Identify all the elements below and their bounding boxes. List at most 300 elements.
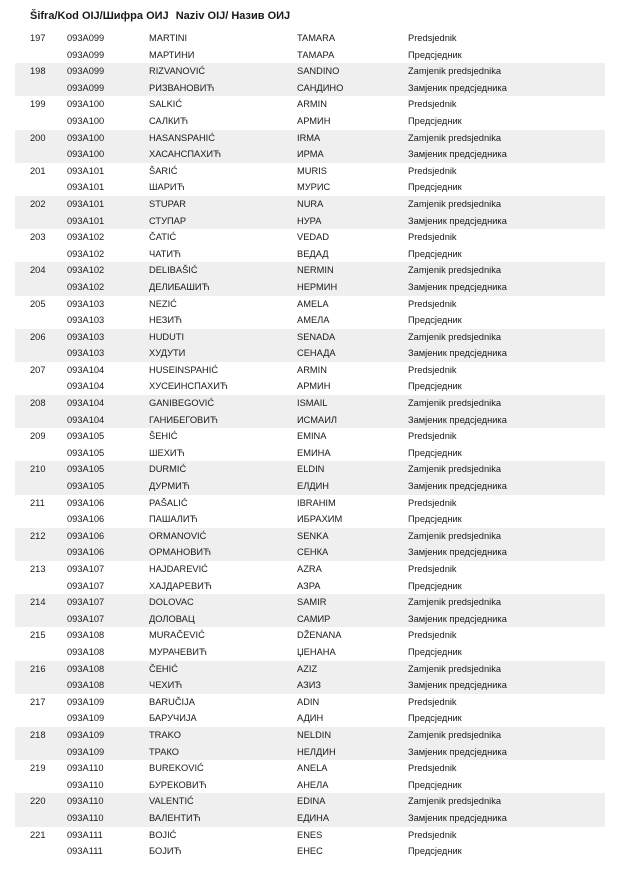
surname-cyrillic: ПАШАЛИЋ — [149, 514, 198, 525]
latin-row — [15, 694, 605, 711]
entry-number: 210 — [30, 464, 46, 475]
member-entry — [15, 262, 605, 295]
entry-number: 199 — [30, 99, 46, 110]
cyrillic-row — [15, 445, 605, 462]
role-cyrillic: Предсједник — [408, 115, 462, 126]
first-name-cyrillic: СЕНАДА — [297, 348, 336, 359]
surname-cyrillic: ЧЕХИЋ — [149, 680, 183, 691]
entry-number: 213 — [30, 564, 46, 574]
role: Predsjednik — [408, 364, 457, 375]
column-header — [30, 10, 294, 22]
first-name-cyrillic: НЕЛДИН — [297, 746, 336, 757]
role: Zamjenik predsjednika — [408, 729, 502, 740]
members-table — [15, 30, 605, 860]
member-entry — [15, 627, 605, 660]
oij-code-cyrillic: 093A103 — [67, 348, 105, 359]
first-name-cyrillic: ЕЛДИН — [297, 481, 329, 492]
latin-row — [15, 461, 605, 478]
role: Zamjenik predsjednika — [408, 66, 502, 77]
entry-number: 198 — [30, 66, 46, 77]
member-entry — [15, 395, 605, 428]
surname-cyrillic: ДОЛОВАЦ — [149, 613, 195, 624]
role-cyrillic: Замјеник предсједника — [408, 348, 507, 359]
member-entry — [15, 727, 605, 760]
oij-code-cyrillic: 093A102 — [67, 281, 105, 292]
role: Predsjednik — [408, 829, 457, 840]
surname: ČEHIĆ — [149, 663, 178, 674]
entry-number: 216 — [30, 663, 46, 674]
oij-code: 093A109 — [67, 729, 105, 740]
latin-row — [15, 262, 605, 279]
cyrillic-row — [15, 710, 605, 727]
entry-number: 200 — [30, 132, 46, 143]
latin-row — [15, 395, 605, 412]
role: Zamjenik predsjednika — [408, 398, 502, 409]
oij-code-cyrillic: 093A108 — [67, 680, 105, 691]
role-cyrillic: Предсједник — [408, 514, 462, 525]
first-name-cyrillic: АМЕЛА — [297, 315, 330, 326]
role-cyrillic: Замјеник предсједника — [408, 547, 507, 558]
entry-number: 217 — [30, 696, 46, 707]
entry-number: 215 — [30, 630, 46, 641]
oij-code: 093A100 — [67, 132, 105, 143]
role-cyrillic: Замјеник предсједника — [408, 481, 507, 492]
code-column-label: Šifra/Kod OIJ/Шифра ОИЈ — [30, 10, 169, 22]
oij-code: 093A106 — [67, 497, 105, 508]
oij-code-cyrillic: 093A099 — [67, 82, 105, 93]
cyrillic-row — [15, 611, 605, 628]
latin-row — [15, 296, 605, 313]
role-cyrillic: Предсједник — [408, 779, 462, 790]
role: Zamjenik predsjednika — [408, 663, 502, 674]
role-cyrillic: Предсједник — [408, 846, 462, 857]
latin-row — [15, 130, 605, 147]
role-cyrillic: Предсједник — [408, 381, 462, 392]
role-cyrillic: Замјеник предсједника — [408, 82, 507, 93]
first-name: NURA — [297, 198, 324, 209]
oij-code-cyrillic: 093A105 — [67, 447, 105, 458]
role: Predsjednik — [408, 630, 457, 641]
cyrillic-row — [15, 511, 605, 528]
entry-number: 220 — [30, 796, 46, 807]
surname: GANIBEGOVIĆ — [149, 398, 215, 409]
cyrillic-row — [15, 146, 605, 163]
role-cyrillic: Замјеник предсједника — [408, 281, 507, 292]
oij-code-cyrillic: 093A104 — [67, 414, 105, 425]
first-name: IRMA — [297, 132, 321, 143]
role: Zamjenik predsjednika — [408, 265, 502, 276]
oij-code: 093A109 — [67, 696, 105, 707]
latin-row — [15, 827, 605, 844]
cyrillic-row — [15, 544, 605, 561]
entry-number: 221 — [30, 829, 46, 840]
oij-code: 093A110 — [67, 796, 104, 807]
oij-code: 093A101 — [67, 198, 105, 209]
first-name-cyrillic: АЗИЗ — [297, 680, 322, 691]
surname: ČATIĆ — [149, 232, 177, 243]
latin-row — [15, 428, 605, 445]
first-name: ARMIN — [297, 364, 327, 375]
oij-code-cyrillic: 093A101 — [67, 182, 105, 193]
oij-code: 093A103 — [67, 331, 105, 342]
first-name-cyrillic: ЕДИНА — [297, 812, 330, 823]
surname: TRAKO — [149, 729, 182, 740]
cyrillic-row — [15, 213, 605, 230]
role-cyrillic: Предсједник — [408, 49, 462, 60]
surname-cyrillic: НЕЗИЋ — [149, 315, 182, 326]
first-name-cyrillic: ЏЕНАНА — [297, 646, 336, 657]
cyrillic-row — [15, 179, 605, 196]
surname-cyrillic: ТРАКО — [149, 746, 180, 757]
cyrillic-row — [15, 279, 605, 296]
role-cyrillic: Замјеник предсједника — [408, 812, 507, 823]
oij-code-cyrillic: 093A106 — [67, 514, 105, 525]
latin-row — [15, 63, 605, 80]
first-name: MURIS — [297, 165, 327, 176]
oij-code: 093A105 — [67, 464, 105, 475]
role: Predsjednik — [408, 696, 457, 707]
oij-code: 093A105 — [67, 431, 105, 442]
surname-cyrillic: МАРТИНИ — [149, 49, 195, 60]
surname: HUSEINSPAHIĆ — [149, 364, 219, 375]
cyrillic-row — [15, 843, 605, 860]
latin-row — [15, 594, 605, 611]
cyrillic-row — [15, 80, 605, 97]
first-name: ADIN — [297, 696, 320, 707]
cyrillic-row — [15, 47, 605, 64]
surname-cyrillic: РИЗВАНОВИЋ — [149, 82, 215, 93]
entry-number: 204 — [30, 265, 46, 276]
surname: STUPAR — [149, 198, 187, 209]
first-name: TAMARA — [297, 33, 336, 43]
surname: PAŠALIĆ — [149, 497, 188, 508]
first-name-cyrillic: АЗРА — [297, 580, 321, 591]
oij-code-cyrillic: 093A109 — [67, 713, 105, 724]
latin-row — [15, 229, 605, 246]
oij-code-cyrillic: 093A105 — [67, 481, 105, 492]
entry-number: 202 — [30, 198, 46, 209]
first-name-cyrillic: ЕМИНА — [297, 447, 331, 458]
surname-cyrillic: БАРУЧИЈА — [149, 713, 197, 724]
oij-code: 093A108 — [67, 630, 105, 641]
surname-cyrillic: ХАЈДАРЕВИЋ — [149, 580, 212, 591]
role-cyrillic: Замјеник предсједника — [408, 746, 507, 757]
role: Zamjenik predsjednika — [408, 198, 502, 209]
role: Zamjenik predsjednika — [408, 530, 502, 541]
member-entry — [15, 827, 605, 860]
entry-number: 219 — [30, 763, 46, 774]
oij-code-cyrillic: 093A109 — [67, 746, 105, 757]
surname: VALENTIĆ — [149, 796, 194, 807]
member-entry — [15, 528, 605, 561]
member-entry — [15, 63, 605, 96]
surname-cyrillic: ДУРМИЋ — [149, 481, 190, 492]
latin-row — [15, 727, 605, 744]
cyrillic-row — [15, 345, 605, 362]
latin-row — [15, 196, 605, 213]
role: Zamjenik predsjednika — [408, 132, 502, 143]
cyrillic-row — [15, 744, 605, 761]
name-column-label: Naziv OIJ/ Назив ОИЈ — [175, 10, 291, 22]
oij-code-cyrillic: 093A107 — [67, 580, 105, 591]
oij-code: 093A110 — [67, 763, 104, 774]
first-name: NELDIN — [297, 729, 332, 740]
first-name-cyrillic: АРМИН — [297, 381, 331, 392]
member-entry — [15, 793, 605, 826]
surname: DURMIĆ — [149, 464, 187, 475]
member-entry — [15, 130, 605, 163]
entry-number: 209 — [30, 431, 46, 442]
surname: MURAČEVIĆ — [149, 630, 205, 641]
cyrillic-row — [15, 677, 605, 694]
cyrillic-row — [15, 578, 605, 595]
first-name: EDINA — [297, 796, 326, 807]
latin-row — [15, 561, 605, 578]
latin-row — [15, 760, 605, 777]
role: Zamjenik predsjednika — [408, 464, 502, 475]
entry-number: 206 — [30, 331, 46, 342]
cyrillic-row — [15, 113, 605, 130]
latin-row — [15, 661, 605, 678]
oij-code: 093A099 — [67, 33, 105, 43]
member-entry — [15, 96, 605, 129]
first-name-cyrillic: АНЕЛА — [297, 779, 329, 790]
surname-cyrillic: ЧАТИЋ — [149, 248, 181, 259]
cyrillic-row — [15, 777, 605, 794]
surname-cyrillic: САЛКИЋ — [149, 115, 189, 126]
entry-number: 212 — [30, 530, 46, 541]
surname-cyrillic: ШАРИЋ — [149, 182, 185, 193]
role-cyrillic: Предсједник — [408, 182, 462, 193]
surname-cyrillic: ДЕЛИБАШИЋ — [149, 281, 210, 292]
surname: ORMANOVIĆ — [149, 530, 207, 541]
surname: HUDUTI — [149, 331, 185, 342]
role-cyrillic: Замјеник предсједника — [408, 149, 507, 160]
first-name: AMELA — [297, 298, 329, 309]
latin-row — [15, 495, 605, 512]
surname: SALKIĆ — [149, 99, 183, 110]
oij-code-cyrillic: 093A100 — [67, 149, 105, 160]
first-name-cyrillic: ВЕДАД — [297, 248, 329, 259]
cyrillic-row — [15, 412, 605, 429]
cyrillic-row — [15, 378, 605, 395]
role: Predsjednik — [408, 763, 457, 774]
first-name-cyrillic: АРМИН — [297, 115, 331, 126]
role: Predsjednik — [408, 232, 457, 243]
first-name: SANDINO — [297, 66, 340, 77]
surname: HASANSPAHIĆ — [149, 132, 215, 143]
role: Zamjenik predsjednika — [408, 597, 502, 608]
oij-code-cyrillic: 093A110 — [67, 779, 104, 790]
surname-cyrillic: ХУДУТИ — [149, 348, 186, 359]
entry-number: 205 — [30, 298, 46, 309]
surname-cyrillic: БОЈИЋ — [149, 846, 182, 857]
role-cyrillic: Предсједник — [408, 447, 462, 458]
oij-code: 093A107 — [67, 597, 105, 608]
entry-number: 207 — [30, 364, 46, 375]
oij-code-cyrillic: 093A108 — [67, 646, 105, 657]
first-name: AZIZ — [297, 663, 318, 674]
surname-cyrillic: СТУПАР — [149, 215, 187, 226]
oij-code-cyrillic: 093A102 — [67, 248, 105, 259]
first-name: ELDIN — [297, 464, 325, 475]
role-cyrillic: Предсједник — [408, 248, 462, 259]
first-name-cyrillic: САНДИНО — [297, 82, 344, 93]
surname: NEZIĆ — [149, 298, 177, 309]
first-name: SENADA — [297, 331, 336, 342]
oij-code: 093A104 — [67, 398, 105, 409]
surname-cyrillic: БУРЕКОВИЋ — [149, 779, 207, 790]
role-cyrillic: Предсједник — [408, 315, 462, 326]
member-entry — [15, 329, 605, 362]
member-entry — [15, 760, 605, 793]
oij-code-cyrillic: 093A107 — [67, 613, 105, 624]
surname: DELIBAŠIĆ — [149, 265, 198, 276]
latin-row — [15, 793, 605, 810]
first-name-cyrillic: МУРИС — [297, 182, 331, 193]
latin-row — [15, 30, 605, 47]
surname: RIZVANOVIĆ — [149, 66, 206, 77]
oij-code: 093A106 — [67, 530, 105, 541]
first-name: ENES — [297, 829, 323, 840]
first-name-cyrillic: ИРМА — [297, 149, 324, 160]
entry-number: 218 — [30, 729, 46, 740]
surname-cyrillic: ВАЛЕНТИЋ — [149, 812, 201, 823]
oij-code-cyrillic: 093A106 — [67, 547, 105, 558]
first-name-cyrillic: ИБРАХИМ — [297, 514, 343, 525]
member-entry — [15, 296, 605, 329]
first-name: AZRA — [297, 564, 322, 574]
latin-row — [15, 528, 605, 545]
member-entry — [15, 461, 605, 494]
first-name-cyrillic: СЕНКА — [297, 547, 329, 558]
role: Predsjednik — [408, 165, 457, 176]
entry-number: 201 — [30, 165, 46, 176]
cyrillic-row — [15, 246, 605, 263]
role-cyrillic: Замјеник предсједника — [408, 680, 507, 691]
oij-code-cyrillic: 093A100 — [67, 115, 105, 126]
role: Zamjenik predsjednika — [408, 796, 502, 807]
first-name: SENKA — [297, 530, 329, 541]
oij-code-cyrillic: 093A111 — [67, 846, 103, 857]
first-name: IBRAHIM — [297, 497, 336, 508]
surname-cyrillic: ХАСАНСПАХИЋ — [149, 149, 222, 160]
entry-number: 197 — [30, 33, 46, 43]
role-cyrillic: Предсједник — [408, 580, 462, 591]
member-entry — [15, 229, 605, 262]
surname: MARTINI — [149, 33, 188, 43]
surname: BARUČIJA — [149, 696, 195, 707]
role-cyrillic: Предсједник — [408, 646, 462, 657]
latin-row — [15, 96, 605, 113]
cyrillic-row — [15, 312, 605, 329]
oij-code: 093A102 — [67, 232, 105, 243]
first-name: VEDAD — [297, 232, 330, 243]
latin-row — [15, 329, 605, 346]
member-entry — [15, 694, 605, 727]
surname: BOJIĆ — [149, 829, 177, 840]
surname: ŠARIĆ — [149, 165, 178, 176]
surname-cyrillic: ГАНИБЕГОВИЋ — [149, 414, 218, 425]
oij-code: 093A107 — [67, 564, 105, 574]
oij-code-cyrillic: 093A110 — [67, 812, 104, 823]
latin-row — [15, 163, 605, 180]
role: Zamjenik predsjednika — [408, 331, 502, 342]
oij-code: 093A101 — [67, 165, 105, 176]
member-entry — [15, 428, 605, 461]
first-name-cyrillic: НУРА — [297, 215, 322, 226]
cyrillic-row — [15, 644, 605, 661]
oij-code: 093A100 — [67, 99, 105, 110]
member-entry — [15, 30, 605, 63]
first-name-cyrillic: НЕРМИН — [297, 281, 338, 292]
cyrillic-row — [15, 810, 605, 827]
cyrillic-row — [15, 478, 605, 495]
member-entry — [15, 163, 605, 196]
entry-number: 208 — [30, 398, 46, 409]
first-name: ARMIN — [297, 99, 327, 110]
oij-code-cyrillic: 093A099 — [67, 49, 105, 60]
first-name: DŽENANA — [297, 630, 342, 641]
role: Predsjednik — [408, 298, 457, 309]
surname: DOLOVAC — [149, 597, 194, 608]
surname: BUREKOVIĆ — [149, 763, 204, 774]
role: Predsjednik — [408, 431, 457, 442]
oij-code-cyrillic: 093A101 — [67, 215, 105, 226]
oij-code-cyrillic: 093A103 — [67, 315, 105, 326]
surname-cyrillic: ОРМАНОВИЋ — [149, 547, 212, 558]
member-entry — [15, 362, 605, 395]
first-name-cyrillic: ЕНЕС — [297, 846, 323, 857]
member-entry — [15, 495, 605, 528]
latin-row — [15, 627, 605, 644]
surname-cyrillic: ХУСЕИНСПАХИЋ — [149, 381, 228, 392]
first-name-cyrillic: ИСМАИЛ — [297, 414, 338, 425]
first-name: NERMIN — [297, 265, 334, 276]
oij-code-cyrillic: 093A104 — [67, 381, 105, 392]
first-name-cyrillic: АДИН — [297, 713, 324, 724]
latin-row — [15, 362, 605, 379]
role: Predsjednik — [408, 99, 457, 110]
member-entry — [15, 196, 605, 229]
role: Predsjednik — [408, 497, 457, 508]
first-name: EMINA — [297, 431, 327, 442]
role-cyrillic: Замјеник предсједника — [408, 613, 507, 624]
member-entry — [15, 594, 605, 627]
surname: ŠEHIĆ — [149, 431, 178, 442]
surname-cyrillic: МУРАЧЕВИЋ — [149, 646, 207, 657]
first-name-cyrillic: ТАМАРА — [297, 49, 335, 60]
surname-cyrillic: ШЕХИЋ — [149, 447, 185, 458]
role-cyrillic: Предсједник — [408, 713, 462, 724]
entry-number: 203 — [30, 232, 46, 243]
entry-number: 214 — [30, 597, 46, 608]
role-cyrillic: Замјеник предсједника — [408, 414, 507, 425]
first-name: SAMIR — [297, 597, 327, 608]
role: Predsjednik — [408, 564, 457, 574]
oij-code: 093A103 — [67, 298, 105, 309]
first-name-cyrillic: САМИР — [297, 613, 331, 624]
role: Predsjednik — [408, 33, 457, 43]
oij-code: 093A108 — [67, 663, 105, 674]
oij-code: 093A111 — [67, 829, 103, 840]
oij-code: 093A102 — [67, 265, 105, 276]
entry-number: 211 — [30, 497, 45, 508]
member-entry — [15, 661, 605, 694]
oij-code: 093A104 — [67, 364, 105, 375]
first-name: ANELA — [297, 763, 328, 774]
member-entry — [15, 561, 605, 594]
